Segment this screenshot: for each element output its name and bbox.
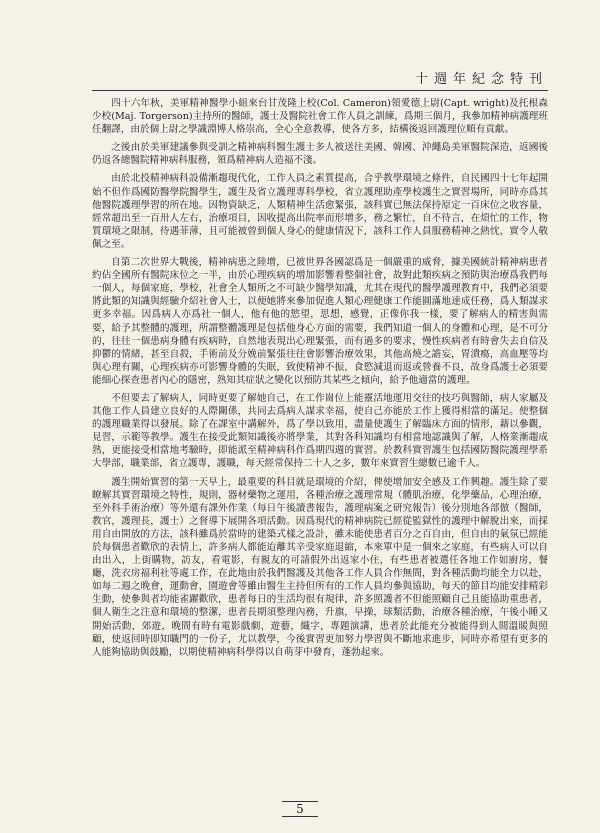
page-number-text: 5 [282,801,318,817]
paragraph: 不但要去了解病人，同時更要了解她自己，在工作崗位上能靈活地運用交往的技巧與醫師，病人家屬及其他工作人員建立良好的人際關係，共同去爲病人謀求幸福，使自己亦能於工作上獲得相當的滿足。使整個的護理職業得以發展。除了在課室中講解外，爲了學以致用，盡量使護生了解臨床方面的情形，藉以參觀，見習，示範等教學。護生在接受此類知識後亦將學業，其對各科知識均有相當地認識與了解，人格業漸趨成熟，更能接受相當地考驗時，即能派至精神病科作爲期四週的實習。於教科實習護生包括國防醫院護理學系大學部，職業部，省立護專，護職，每天經常保持二十人之多，數年來實習生總數已逾千人。 [92,392,548,470]
paragraph: 四十六年秋，美軍精神醫學小組來台甘茂隆上校(Col. Cameron)領愛德上尉(Capt. wright)及托根森少校(Maj. Torgerson)主持所的醫師，護士及醫院社會工作人員之訓練，爲期三個月，我參加精神病護理班任翻譯，由於個上尉之學識淵博人格崇高，全心全意教導，使各方多，結構後返回護理位順有貢獻。 [92,98,548,136]
paragraph: 之後由於美軍建議參與受訓之精神病科醫生護士多人被送往美國、韓國、沖繩島美軍醫院深造，返國後仍返各總醫院精神病科服務，領爲精神病人造福不淺。 [92,142,548,167]
article-body [92,97,548,664]
header-rule [92,90,548,91]
paragraph: 由於北投精神病科設備漸趨現代化，工作人員之素質提高，合乎教學環境之條件，自民國四十七年起開始不但作爲國防醫學院醫學生，護生及省立護理專科學校，省立護理助產學校護生之實習場所，同時亦爲其他醫院護理學習的所在地。因物資缺乏，人類精神生活愈緊張，該科實已無法保持原定一百床位之收容量，經常超出至一百卅人左右，治療項目，因收提高出院率而形增多，務之繁忙，自不待言，在煩忙的工作，物質環境之限制，待遇菲薄，且可能被曾到個人身心的健康情況下，該科工作人員服務精神之熱忱，實令人敬佩之至。 [92,173,548,250]
page-number [0,802,600,816]
running-header: 十週年紀念特刊 [414,72,548,87]
paragraph: 自第二次世界大戰後，精神病患之陸增，已被世界各國認爲是一個嚴重的威脅，據美國統計精神病患者約佔全國所有醫院床位之一半，由於心理疾病的增加影響着整個社會，故對此類疾病之預防與治療爲我們每一個人，每個家庭，學校，社會全人類所之不可缺少醫學知識，尤其在現代的醫學護理教育中，我們必須要將此類的知識與經驗介紹社會人士，以便她將來參加促進人類心理健康工作能圓滿地達成任務，爲人類謀求更多幸福。因爲病人亦爲社一個人，他有他的慾望，思想，感覺，正像你我一樣，要了解病人的精害與需要，給予其整體的護理，所謂整體護理是包括他身心方面的需要，我們知道一個人的身體和心理，是不可分的，往往一個患病身體有疾病時，自然地表現出心理緊張，而有過多的要求，慢性疾病者有時會失去自信及抑鬱的情緒，甚至自殺，手術前及分娩前緊張往往會影響治療效果，其他高燒之譫妄，胃潰瘍，高血壓等均與心理有關，心理疾病亦可影響身體的失眠，致使精神不振，食慾減退而返或營養不良，故身爲護士必須要能細心探查患者內心的隱密，熟知其症狀之變化以預防其某些之傾向，給予他適當的護理。 [92,257,548,386]
paragraph: 護生開始實習的第一天早上，最重要的科目就是環境的介紹，俾使增加安全感及工作興趣。護生除了要瞭解其實習環境之特性，規則，器材藥物之運用，各種治療之護理常規（體肌治療，化學藥品，心理治療，至外科手術治療）等外還有課外作業（每日午後讀書報告，護理病案之研究報告）後分別地各部倣（醫師，教官，護理長，護士）之督導下展開各項活動。因爲現代的精神病院已經從監獄性的護理中解脫出來，而採用自由開放的方法，該科雖爲於當時的建築式樣之設計，雖未能使患者百分之百自由，但自由的氣氛已經能於每個患者歡欣的表情上，許多病人都能迨離其辛受家庭退縮，本來單中是一個來之家庭，有些病人可以自由出入，上街購物，訪友，看電影，有親友的可請假外出返家小住，有些患者被選任各地工作如廚房，餐廳，洗衣房福利社等處工作，在此地由於我們醫護及其他各工作人員合作無間，對各種活動均能全力以赴，如每二週之晚會，運動會，園遊會等雖由醫生主持但所有的工作人員均參與協助，每天的節目均能安排精彩生動，使參與者均能雀躍歡欣，患者每日的生活均很有規律，許多照護者不但能照顧自己且能協助重患者，個人衛生之注意和環境的整潔，患者長期須整理內務，升旗，早操，球類活動，治療各種治療，午後小睡又開始活動，郊遊，晚間有時有電影戲劇，遊藝，織字，專題演講，患者於此能充分被能得到人間溫暖與照顧，使返回時即知職門的一份子，尤以教學，今後實習更加努力學習與不斷地求進步，同時亦希望有更多的人能夠協助與鼓勵，以期使精神病科學得以自萌芽中發育，蓬勃起來。 [92,476,548,658]
